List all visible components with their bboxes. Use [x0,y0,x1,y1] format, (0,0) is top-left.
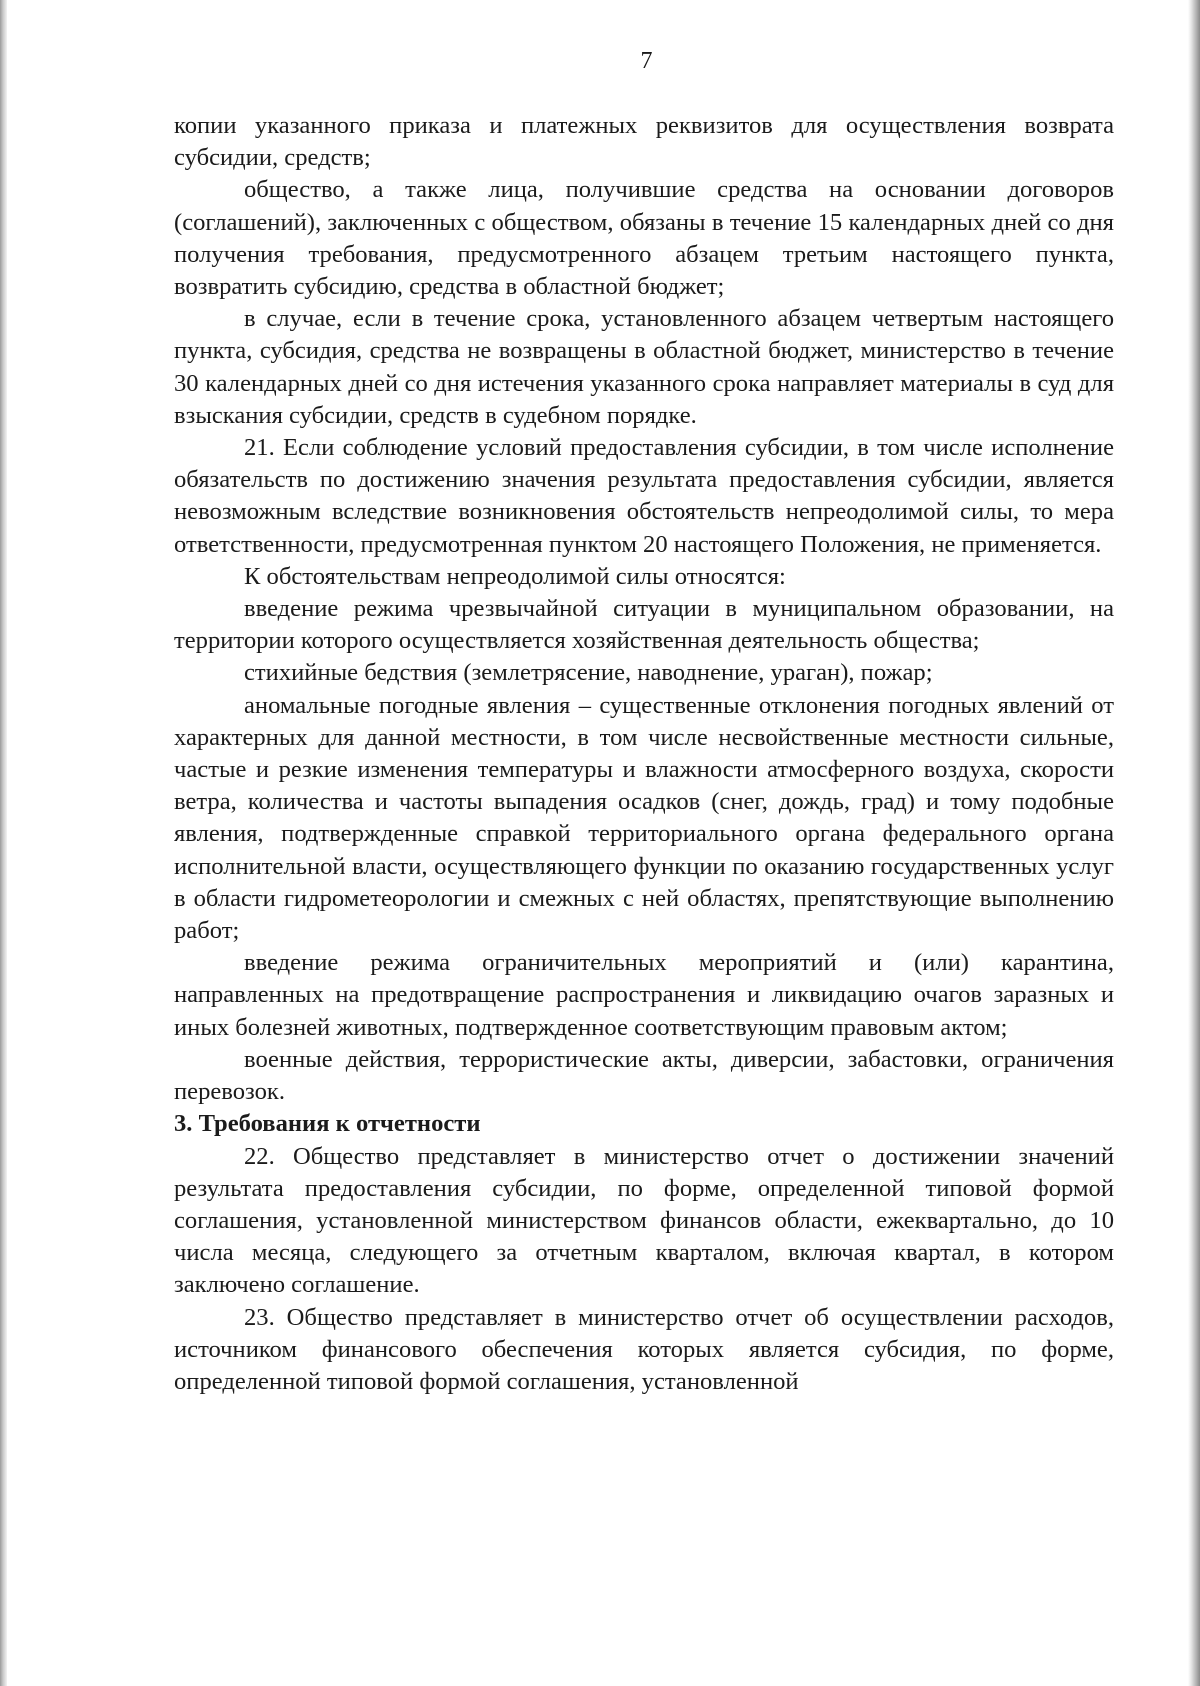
document-body [174,110,1114,1398]
paragraph-natural-disasters: стихийные бедствия (землетрясение, наводнение, ураган), пожар; [244,659,933,687]
scan-edge-left [0,0,7,1686]
paragraph-clause-21: 21. Если соблюдение условий предоставления субсидии, в том числе исполнение обязательств по достижению значения результата предоставления субсидии, является невозможным вследствие возникновения обстоятельств непреодолимой силы, то мера ответственности, предусмотренная пунктом 20 настоящего Положения, не применяется. [174,434,1114,558]
paragraph-clause-22: 22. Общество представляет в министерство отчет о достижении значений результата предоставления субсидии, по форме, определенной типовой формой соглашения, установленной министерством финансов области, ежеквартально, до 10 числа месяца, следующего за отчетным кварталом, включая квартал, в котором заключено соглашение. [174,1142,1114,1299]
paragraph-emergency-regime: введение режима чрезвычайной ситуации в муниципальном образовании, на территории которого осуществляется хозяйственная деятельность общества; [174,595,1114,655]
page-number: 7 [640,48,653,74]
scan-edge-right [1188,0,1200,1686]
paragraph-military-actions: военные действия, террористические акты, диверсии, забастовки, ограничения перевозок. [174,1045,1114,1106]
paragraph-clause-23: 23. Общество представляет в министерство отчет об осуществлении расходов, источником финансового обеспечения которых является субсидия, по форме, определенной типовой формой соглашения, установленной [174,1303,1114,1395]
paragraph-copy-of-order: копии указанного приказа и платежных реквизитов для осуществления возврата субсидии, средств; [174,112,1114,172]
paragraph-court-recovery: в случае, если в течение срока, установленного абзацем четвертым настоящего пункта, субсидия, средства не возвращены в областной бюджет, министерство в течение 30 календарных дней со дня истечения указанного срока направляет материалы в суд для взыскания субсидии, средств в судебном порядке. [174,305,1114,429]
paragraph-quarantine: введение режима ограничительных мероприятий и (или) карантина, направленных на предотвращение распространения и ликвидацию очагов заразных и иных болезней животных, подтвержденное соответствующим правовым актом; [174,949,1114,1041]
paragraph-return-obligation: общество, а также лица, получившие средства на основании договоров (соглашений), заключенных с обществом, обязаны в течение 15 календарных дней со дня получения требования, предусмотренного абзацем третьим настоящего пункта, возвратить субсидию, средства в областной бюджет; [174,176,1114,301]
paragraph-force-majeure-intro: К обстоятельствам непреодолимой силы относятся: [244,562,786,590]
section-heading: 3. Требования к отчетности [174,1110,481,1138]
paragraph-abnormal-weather: аномальные погодные явления – существенные отклонения погодных явлений от характерных для данной местности, в том числе несвойственные местности сильные, частые и резкие изменения температуры и влажности атмосферного воздуха, скорости ветра, количества и частоты выпадения осадков (снег, дождь, град) и тому подобные явления, подтвержденные справкой территориального органа федерального органа исполнительной власти, осуществляющего функции по оказанию государственных услуг в области гидрометеорологии и смежных с ней областях, препятствующие выполнению работ; [174,691,1114,945]
